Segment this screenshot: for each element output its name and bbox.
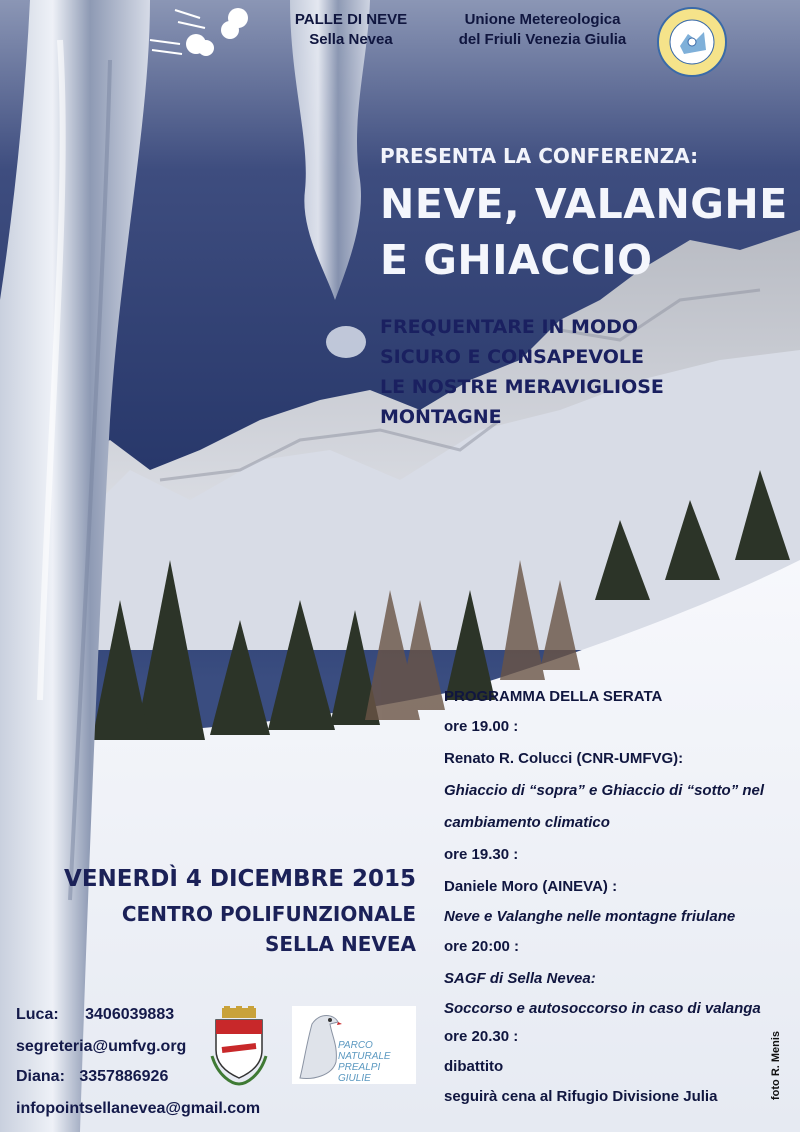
program-item: dibattito bbox=[444, 1058, 504, 1075]
contact-phone: 3357886926 bbox=[79, 1068, 169, 1085]
contact-email-infopoint: infopointsellanevea@gmail.com bbox=[16, 1100, 261, 1117]
program-time: ore 20:00 : bbox=[444, 938, 520, 955]
program-time: ore 19.30 : bbox=[444, 846, 519, 863]
contact-phone: 3406039883 bbox=[85, 1006, 175, 1023]
bird-icon bbox=[292, 1006, 342, 1084]
presents-label: PRESENTA LA CONFERENZA: bbox=[380, 144, 699, 168]
park-name bbox=[338, 1040, 418, 1084]
subtitle-line: FREQUENTARE IN MODO bbox=[380, 316, 639, 338]
photo-credit: foto R. Menis bbox=[770, 1030, 782, 1100]
conference-title-line2: E GHIACCIO bbox=[380, 236, 653, 284]
contact-email-umfvg: segreteria@umfvg.org bbox=[16, 1038, 187, 1055]
event-venue-line1: CENTRO POLIFUNZIONALE bbox=[121, 902, 416, 926]
org2-line2: del Friuli Venezia Giulia bbox=[458, 31, 627, 48]
program-closing: seguirà cena al Rifugio Divisione Julia bbox=[444, 1088, 718, 1105]
municipality-crest bbox=[208, 1006, 270, 1086]
contact-label: Luca: bbox=[16, 1006, 59, 1023]
program-talk: Soccorso e autosoccorso in caso di valanga bbox=[444, 1000, 761, 1017]
subtitle-line: LE NOSTRE MERAVIGLIOSE bbox=[380, 376, 664, 398]
event-venue-line2: SELLA NEVEA bbox=[264, 932, 416, 956]
park-name-line: PARCO bbox=[338, 1040, 373, 1051]
program-speaker: SAGF di Sella Nevea: bbox=[444, 970, 596, 987]
program-talk: Neve e Valanghe nelle montagne friulane bbox=[444, 908, 736, 925]
org2-line1: Unione Metereologica bbox=[464, 11, 621, 28]
program-speaker: Renato R. Colucci (CNR-UMFVG): bbox=[444, 750, 684, 767]
program-time: ore 20.30 : bbox=[444, 1028, 519, 1045]
subtitle-line: SICURO E CONSAPEVOLE bbox=[380, 346, 645, 368]
park-name-line: NATURALE bbox=[338, 1051, 391, 1062]
program-talk: cambiamento climatico bbox=[444, 814, 610, 831]
event-date: VENERDÌ 4 DICEMBRE 2015 bbox=[64, 866, 416, 892]
org-palle-di-neve bbox=[292, 10, 410, 50]
org1-name: PALLE DI NEVE bbox=[294, 11, 408, 28]
program-speaker: Daniele Moro (AINEVA) : bbox=[444, 878, 618, 895]
conference-title-line1: NEVE, VALANGHE bbox=[380, 180, 788, 228]
contact-diana bbox=[16, 1068, 168, 1086]
program-heading: PROGRAMMA DELLA SERATA bbox=[444, 688, 663, 705]
program-time: ore 19.00 : bbox=[444, 718, 519, 735]
contact-luca bbox=[16, 1006, 174, 1024]
park-name-line: GIULIE bbox=[338, 1073, 371, 1084]
umfvg-logo bbox=[656, 6, 728, 78]
park-name-line: PREALPI bbox=[338, 1062, 381, 1073]
program-talk: Ghiaccio di “sopra” e Ghiaccio di “sotto” nel bbox=[444, 782, 765, 799]
org-umfvg bbox=[430, 10, 655, 50]
org1-location: Sella Nevea bbox=[309, 31, 393, 48]
contact-label: Diana: bbox=[16, 1068, 65, 1085]
subtitle-line: MONTAGNE bbox=[380, 406, 502, 428]
